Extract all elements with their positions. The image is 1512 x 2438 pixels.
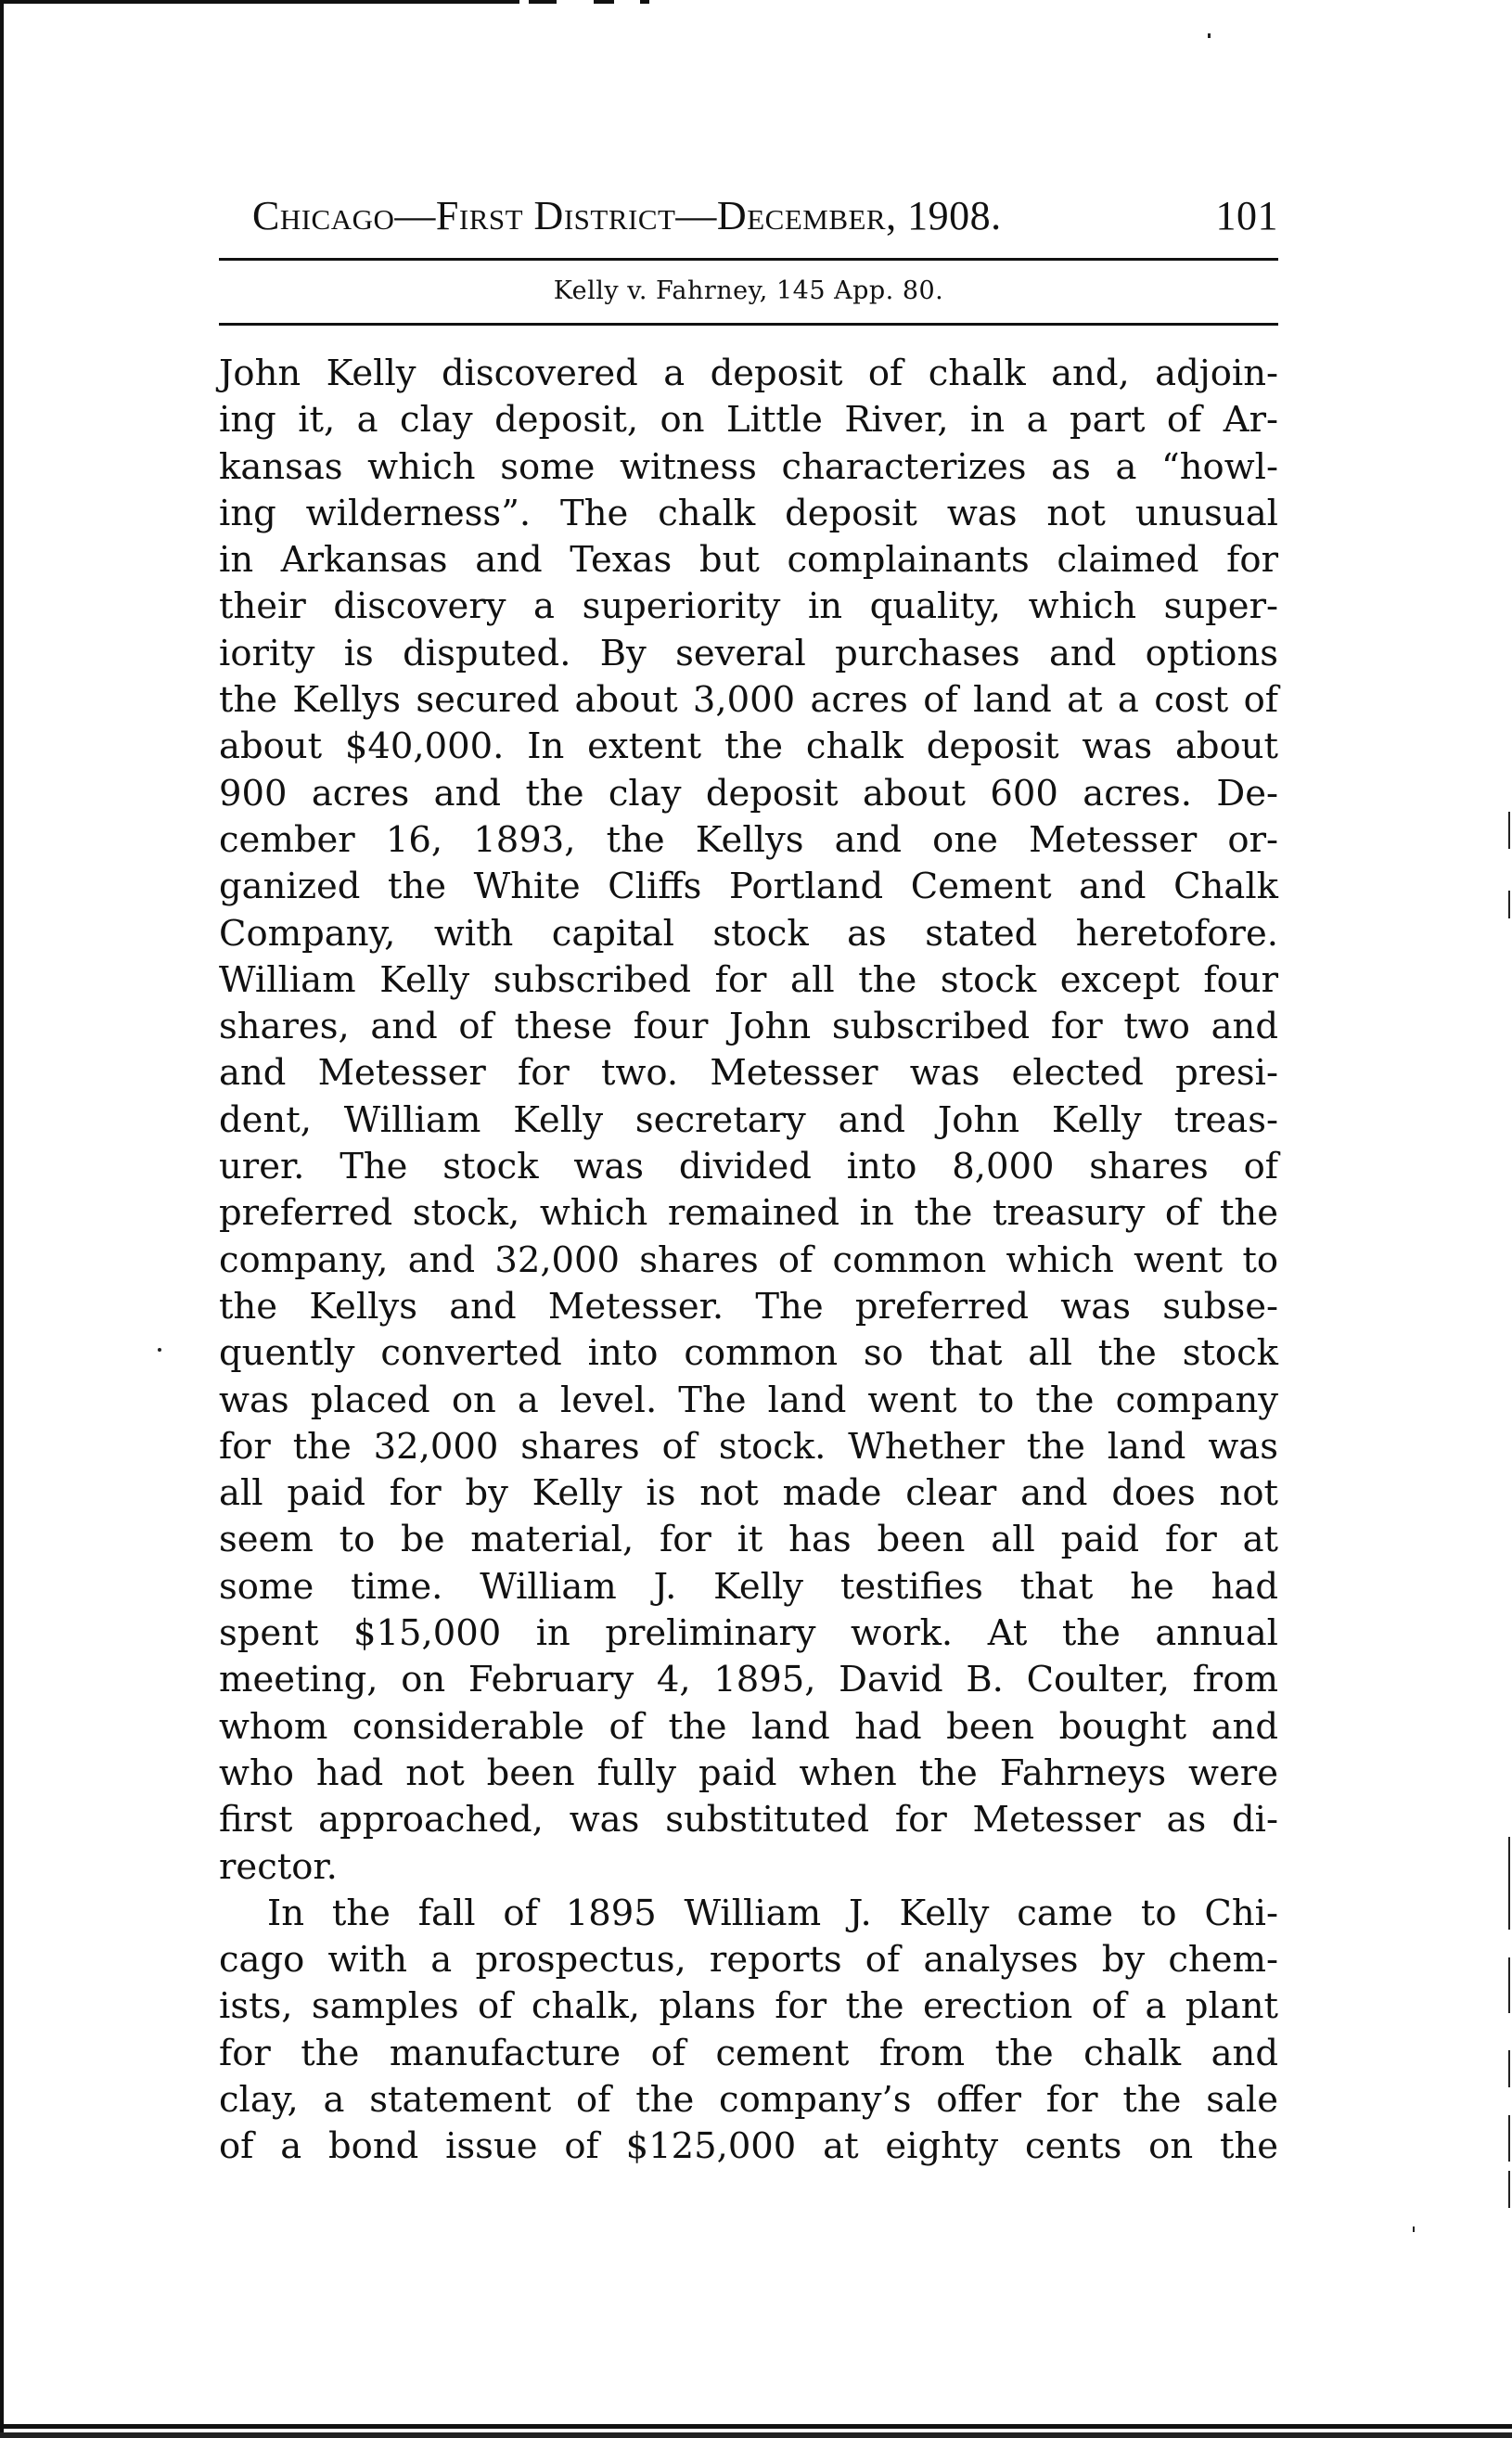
scan-edge-bottom (0, 2432, 1512, 2438)
page-number: 101 (1215, 193, 1278, 238)
text-line: ists, samples of chalk, plans for the erection of a plant (219, 1985, 1278, 2028)
text-line: ing wilderness”. The chalk deposit was not unusual (219, 492, 1278, 534)
text-line: whom considerable of the land had been bought and (219, 1705, 1278, 1748)
scan-edge-mark (529, 0, 557, 4)
scan-edge-left (0, 0, 4, 2438)
text-line: the Kellys and Metesser. The preferred was subse- (219, 1285, 1278, 1328)
scan-edge-mark (594, 0, 614, 4)
text-line: who had not been fully paid when the Fahrneys were (219, 1752, 1278, 1794)
scan-edge-bottom (0, 2424, 1512, 2429)
text-line: William Kelly subscribed for all the stock except four (219, 958, 1278, 1001)
text-line: company, and 32,000 shares of common which went to (219, 1238, 1278, 1281)
scan-speck (1508, 891, 1510, 918)
body-text (219, 351, 1278, 2171)
scan-speck (1508, 1837, 1510, 1930)
scan-speck (1508, 2050, 1510, 2087)
text-line: ing it, a clay deposit, on Little River, in a part of Ar- (219, 399, 1278, 442)
running-head (252, 184, 1278, 249)
text-line: the Kellys secured about 3,000 acres of land at a cost of (219, 679, 1278, 722)
scan-speck (1508, 1957, 1510, 2013)
scan-speck (1508, 812, 1510, 849)
scan-edge-mark (640, 0, 649, 4)
text-line: was placed on a level. The land went to the company (219, 1379, 1278, 1421)
text-line: meeting, on February 4, 1895, David B. Coulter, from (219, 1659, 1278, 1701)
text-line: preferred stock, which remained in the treasury of the (219, 1192, 1278, 1235)
text-line: in Arkansas and Texas but complainants claimed for (219, 539, 1278, 582)
scan-speck (1508, 2115, 1510, 2162)
scan-speck (1413, 2226, 1415, 2232)
text-line: for the manufacture of cement from the chalk and (219, 2032, 1278, 2074)
scan-edge-top (0, 0, 519, 4)
text-line: some time. William J. Kelly testifies that he had (219, 1565, 1278, 1608)
running-head-title: Chicago—First District—December, 1908. (252, 193, 1002, 238)
text-line: and Metesser for two. Metesser was elected presi- (219, 1052, 1278, 1095)
text-line: 900 acres and the clay deposit about 600 acres. De- (219, 772, 1278, 815)
text-line: all paid for by Kelly is not made clear and does not (219, 1472, 1278, 1515)
text-line: shares, and of these four John subscribed for two and (219, 1006, 1278, 1048)
text-line: of a bond issue of $125,000 at eighty cents on the (219, 2125, 1278, 2168)
text-line: about $40,000. In extent the chalk deposit was about (219, 725, 1278, 768)
scan-speck (158, 1348, 161, 1352)
text-line: spent $15,000 in preliminary work. At the annual (219, 1612, 1278, 1655)
text-line: urer. The stock was divided into 8,000 shares of (219, 1146, 1278, 1188)
text-line: dent, William Kelly secretary and John Kelly treas- (219, 1098, 1278, 1141)
text-line: quently converted into common so that all the stock (219, 1332, 1278, 1375)
text-line: first approached, was substituted for Metesser as di- (219, 1799, 1278, 1841)
text-line: iority is disputed. By several purchases and options (219, 632, 1278, 674)
text-line: In the fall of 1895 William J. Kelly came to Chi- (267, 1892, 1278, 1934)
scan-speck (1508, 2171, 1510, 2208)
header-rule-top (219, 258, 1278, 261)
text-line: kansas which some witness characterizes as a “howl- (219, 445, 1278, 488)
paragraph (219, 351, 1278, 1891)
text-line: cember 16, 1893, the Kellys and one Metesser or- (219, 818, 1278, 861)
text-line: cago with a prospectus, reports of analyses by chem- (219, 1939, 1278, 1982)
text-line: rector. (219, 1845, 338, 1888)
text-line: clay, a statement of the company’s offer for the sale (219, 2078, 1278, 2121)
text-line: for the 32,000 shares of stock. Whether the land was (219, 1425, 1278, 1468)
paragraph (219, 1891, 1278, 2171)
scan-speck (1208, 33, 1211, 38)
text-line: seem to be material, for it has been all paid for at (219, 1519, 1278, 1561)
case-caption: Kelly v. Fahrney, 145 App. 80. (553, 276, 944, 305)
text-line: Company, with capital stock as stated heretofore. (219, 912, 1278, 955)
text-line: their discovery a superiority in quality, which super- (219, 585, 1278, 628)
text-line: John Kelly discovered a deposit of chalk and, adjoin- (219, 353, 1278, 394)
text-line: ganized the White Cliffs Portland Cement and Chalk (219, 866, 1278, 908)
header-rule-bottom (219, 323, 1278, 326)
